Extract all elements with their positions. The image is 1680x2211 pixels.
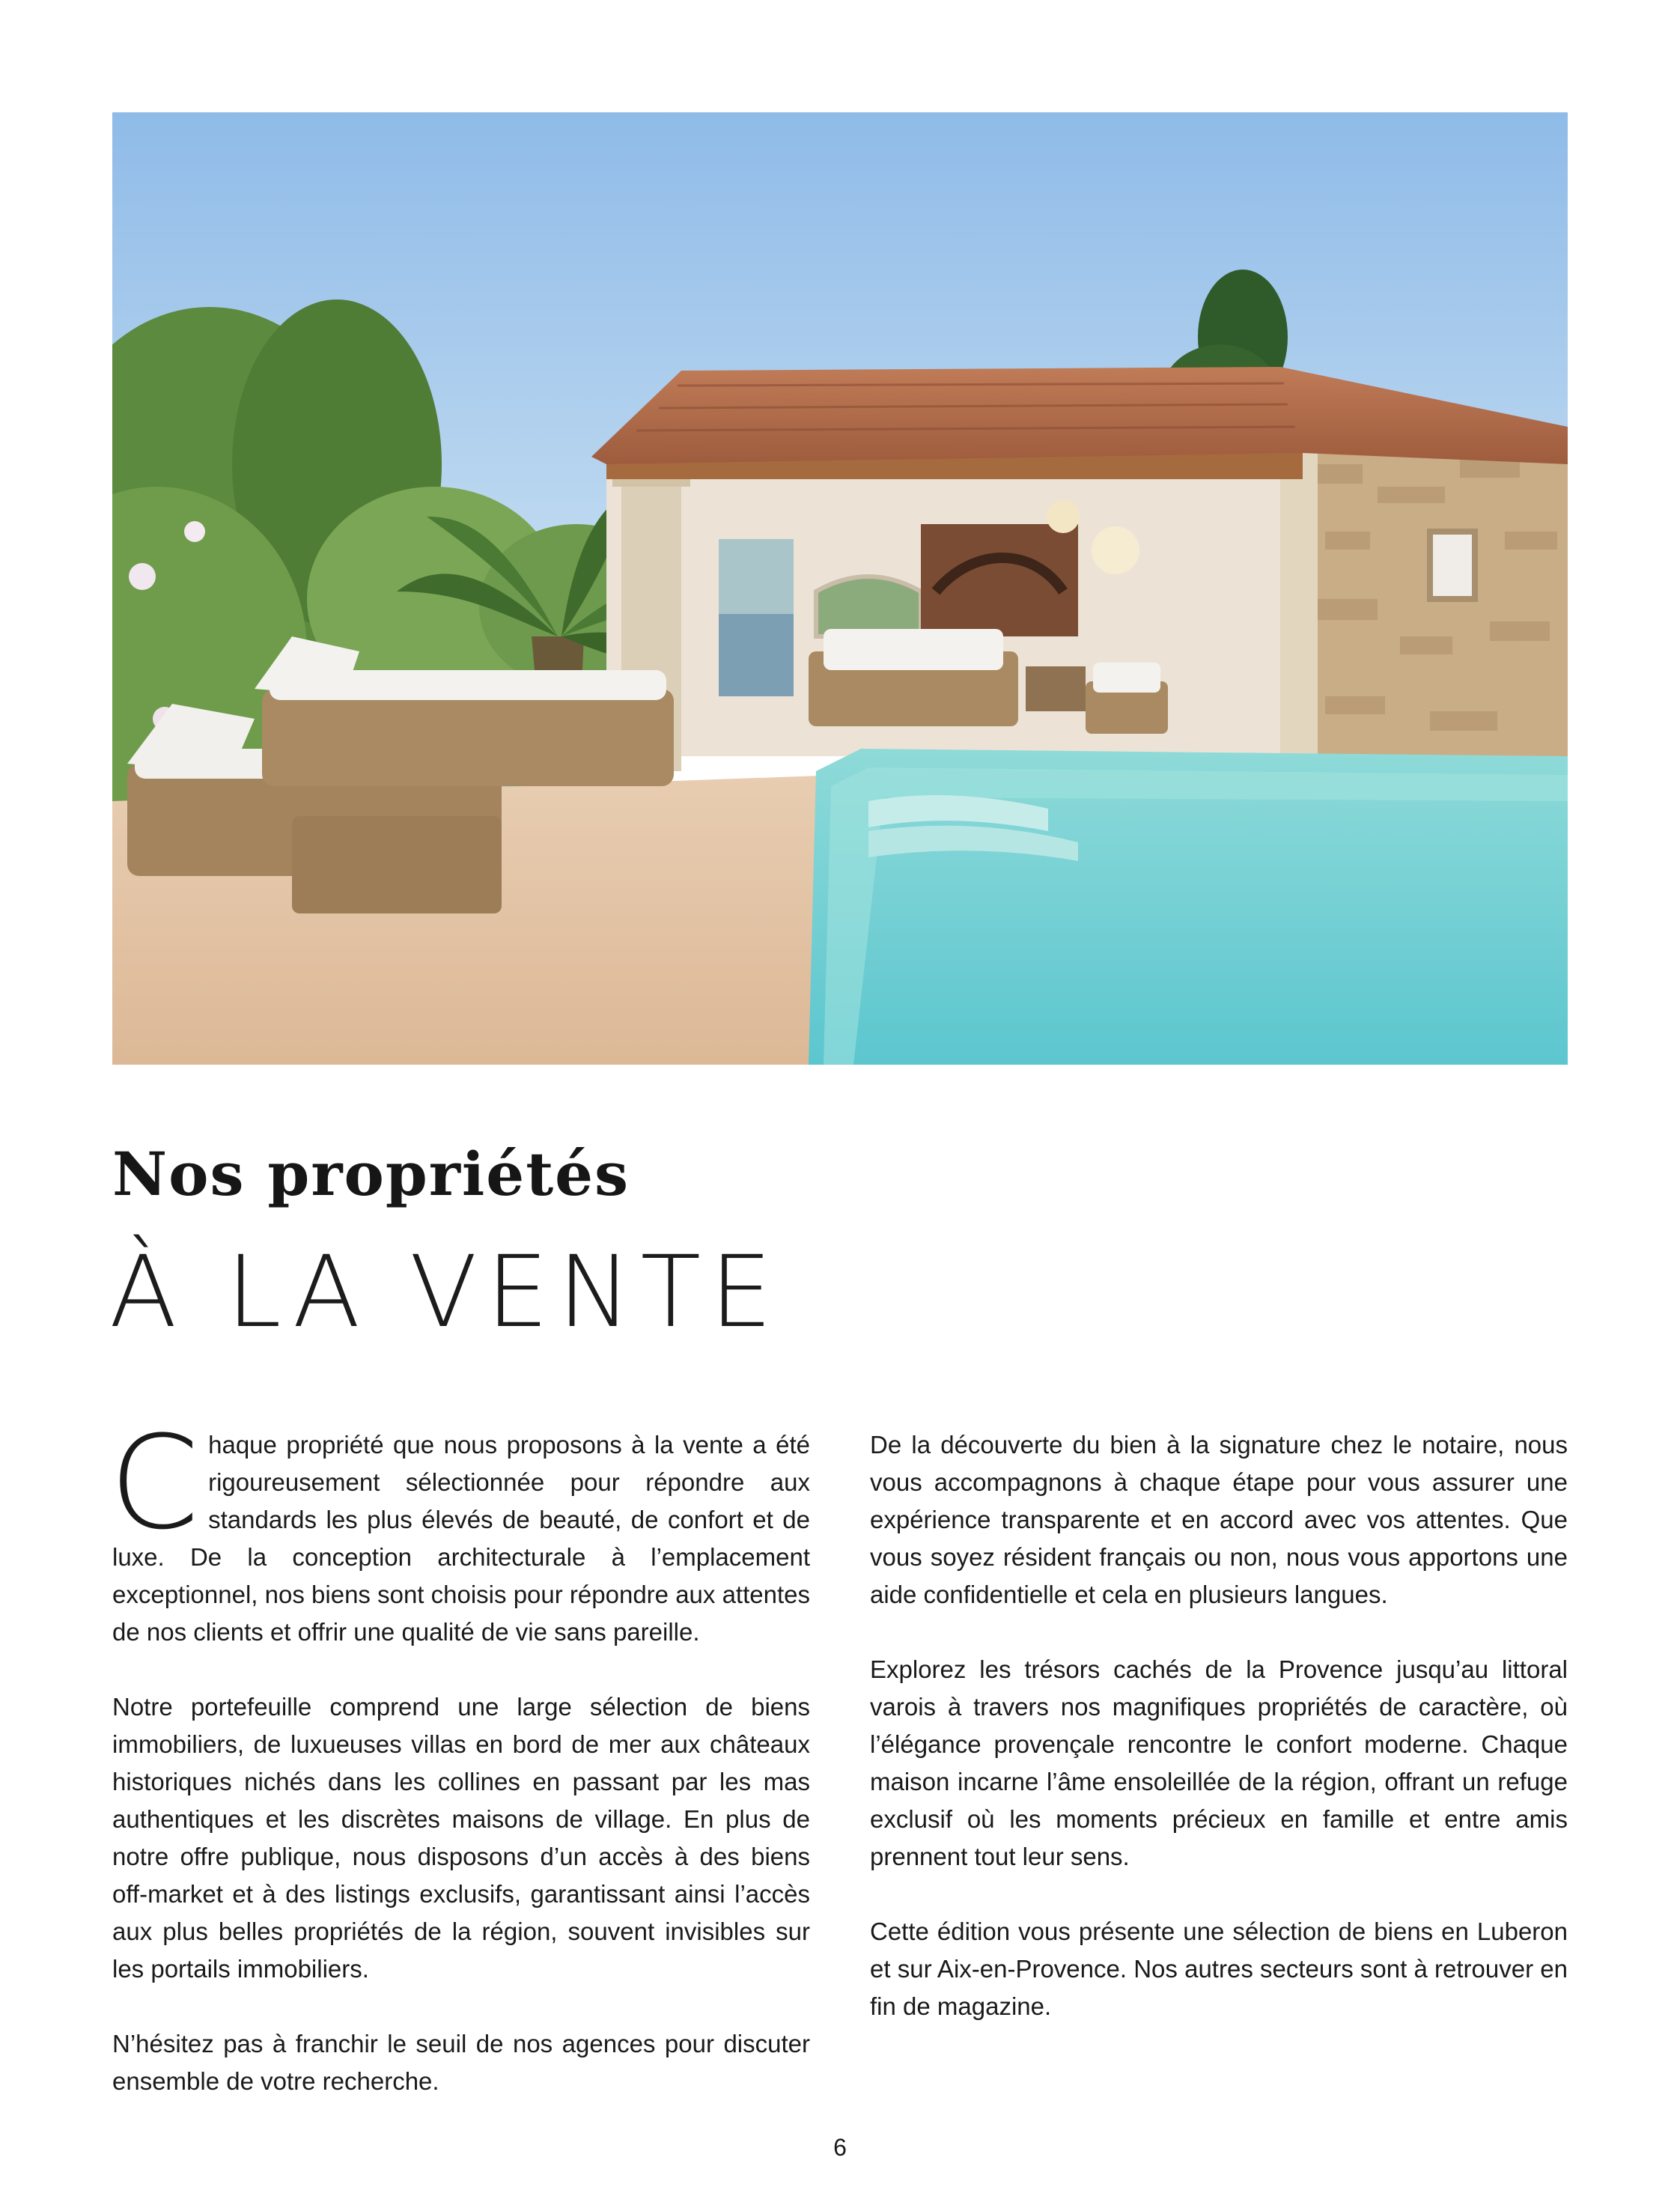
hero-photo-pool-house bbox=[112, 112, 1568, 1065]
right-paragraph-3: Cette édition vous présente une sélection de biens en Luberon et sur Aix-en-Provence. Nos autres secteurs sont à retrouver en fin de magazine. bbox=[870, 1917, 1568, 2020]
left-paragraph-2: Notre portefeuille comprend une large sélection de biens immobiliers, de luxueuses villas en bord de mer aux châteaux historiques nichés dans les collines en passant par les mas authentiques et les discrètes maisons de village. En plus de notre offre publique, nous disposons d’un accès à des biens off-market et à des listings exclusifs, garantissant ainsi l’accès aux plus belles propriétés de la région, souvent invisibles sur les portails immobiliers. bbox=[112, 1693, 810, 1983]
right-paragraph-2: Explorez les trésors cachés de la Provence jusqu’au littoral varois à travers nos magnifiques propriétés de caractère, où l’élégance provençale rencontre le confort moderne. Chaque maison incarne l’âme ensoleillée de la région, offrant un refuge exclusif où les moments précieux en famille et entre amis prennent tout leur sens. bbox=[870, 1655, 1568, 1870]
left-paragraph-3: N’hésitez pas à franchir le seuil de nos agences pour discuter ensemble de votre recherche. bbox=[112, 2030, 810, 2095]
right-column bbox=[870, 1426, 1568, 2063]
title-line-1: Nos propriétés bbox=[112, 1139, 630, 1209]
left-paragraph-1-text: haque propriété que nous proposons à la vente a été rigoureusement sélectionnée pour répondre aux standards les plus élevés de beauté, de confort et de luxe. De la conception architecturale à l’emplacement exceptionnel, nos biens sont choisis pour répondre aux attentes de nos clients et offrir une qualité de vie sans pareille. bbox=[112, 1431, 810, 1646]
title-line-2: À LA VENTE bbox=[109, 1235, 782, 1350]
page-number: 6 bbox=[833, 2134, 847, 2161]
pool-house bbox=[591, 367, 1568, 779]
right-paragraph-1: De la découverte du bien à la signature chez le notaire, nous vous accompagnons à chaque étape pour vous assurer une expérience transparente et en accord avec vos attentes. Que vous soyez résident français ou non, nous vous apportons une aide confidentielle et cela en plusieurs langues. bbox=[870, 1431, 1568, 1608]
left-column bbox=[109, 1408, 810, 2138]
drop-cap: C bbox=[109, 1408, 200, 1558]
pool-house-illustration bbox=[112, 112, 1568, 1065]
left-paragraph-1 bbox=[109, 1408, 810, 1651]
